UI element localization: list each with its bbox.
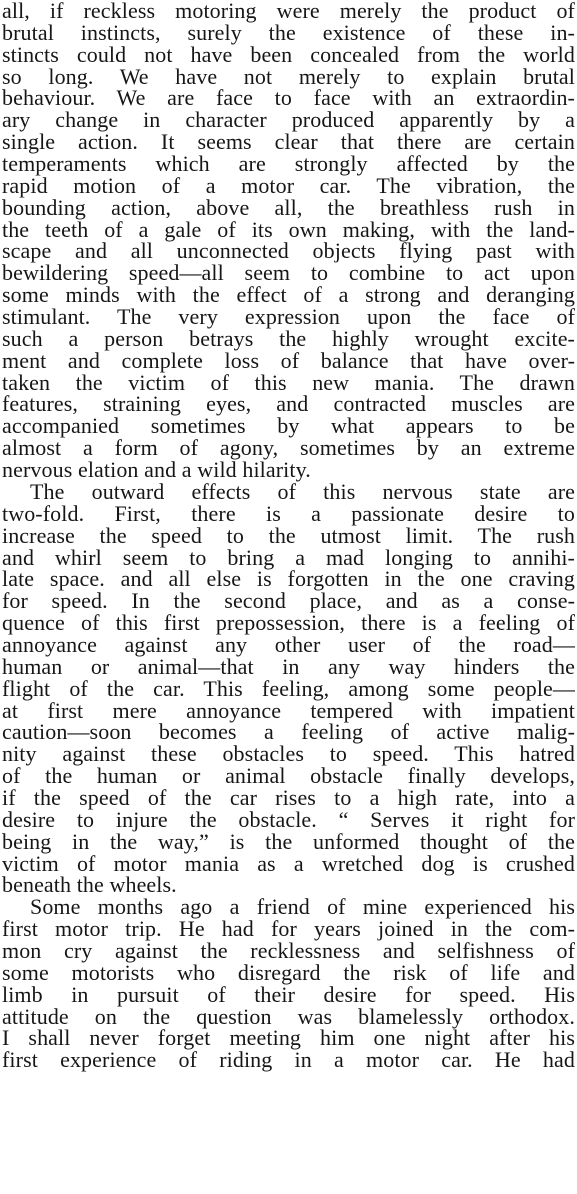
text-line: Some months ago a friend of mine experienced his — [30, 894, 575, 920]
text-line: such a person betrays the highly wrought excite- — [2, 325, 575, 351]
text-line: I shall never forget meeting him one night after his — [2, 1025, 575, 1051]
text-line: ment and complete loss of balance that have over- — [2, 347, 575, 373]
text-line: at first mere annoyance tempered with impatient — [2, 697, 575, 723]
text-line: the teeth of a gale of its own making, with the land- — [2, 216, 575, 242]
text-line: almost a form of agony, sometimes by an extreme — [2, 435, 575, 461]
text-line: bounding action, above all, the breathless rush in — [2, 194, 575, 220]
text-line: stincts could not have been concealed from the world — [2, 41, 575, 67]
text-line: features, straining eyes, and contracted muscles are — [2, 391, 575, 417]
text-line: and whirl seem to bring a mad longing to annihi- — [2, 544, 575, 570]
text-line: limb in pursuit of their desire for speed. His — [2, 981, 575, 1007]
text-line: first motor trip. He had for years joined in the com- — [2, 916, 575, 942]
text-line: desire to injure the obstacle. “ Serves it right for — [2, 806, 575, 832]
text-line: accompanied sometimes by what appears to be — [2, 413, 575, 439]
text-line: nervous elation and a wild hilarity. — [2, 457, 311, 483]
text-line: bewildering speed—all seem to combine to act upon — [2, 260, 575, 286]
text-line: taken the victim of this new mania. The drawn — [2, 369, 575, 395]
text-line: human or animal—that in any way hinders the — [2, 653, 575, 679]
text-line: scape and all unconnected objects flying past with — [2, 238, 575, 264]
text-line: being in the way,” is the unformed thought of the — [2, 828, 575, 854]
text-line: all, if reckless motoring were merely the product of — [2, 0, 575, 23]
text-line: beneath the wheels. — [2, 872, 177, 898]
text-line: single action. It seems clear that there are certain — [2, 129, 575, 155]
text-line: of the human or animal obstacle finally develops, — [2, 763, 575, 789]
text-line: if the speed of the car rises to a high rate, into a — [2, 784, 575, 810]
text-line: increase the speed to the utmost limit. The rush — [2, 522, 575, 548]
text-line: nity against these obstacles to speed. This hatred — [2, 741, 575, 767]
text-line: brutal instincts, surely the existence of these in- — [2, 19, 575, 45]
text-line: annoyance against any other user of the road— — [2, 631, 575, 657]
text-line: victim of motor mania as a wretched dog is crushed — [2, 850, 575, 876]
text-line: two-fold. First, there is a passionate desire to — [2, 500, 575, 526]
text-line: flight of the car. This feeling, among some people— — [2, 675, 575, 701]
text-line: so long. We have not merely to explain brutal — [2, 63, 575, 89]
text-line: rapid motion of a motor car. The vibration, the — [2, 172, 575, 198]
text-line: attitude on the question was blamelessly orthodox. — [2, 1003, 575, 1029]
text-line: first experience of riding in a motor car. He had — [2, 1047, 575, 1073]
text-line: for speed. In the second place, and as a conse- — [2, 588, 575, 614]
text-line: behaviour. We are face to face with an extraordin- — [2, 85, 575, 111]
text-line: some motorists who disregard the risk of life and — [2, 959, 575, 985]
text-line: The outward effects of this nervous state are — [30, 478, 575, 504]
text-line: late space. and all else is forgotten in the one craving — [2, 566, 575, 592]
text-line: temperaments which are strongly affected by the — [2, 151, 575, 177]
text-line: ary change in character produced apparently by a — [2, 107, 575, 133]
text-line: stimulant. The very expression upon the face of — [2, 304, 575, 330]
text-line: caution—soon becomes a feeling of active malig- — [2, 719, 575, 745]
text-line: mon cry against the recklessness and selfishness of — [2, 937, 575, 963]
text-line: quence of this first prepossession, there is a feeling of — [2, 610, 575, 636]
text-line: some minds with the effect of a strong and deranging — [2, 282, 575, 308]
